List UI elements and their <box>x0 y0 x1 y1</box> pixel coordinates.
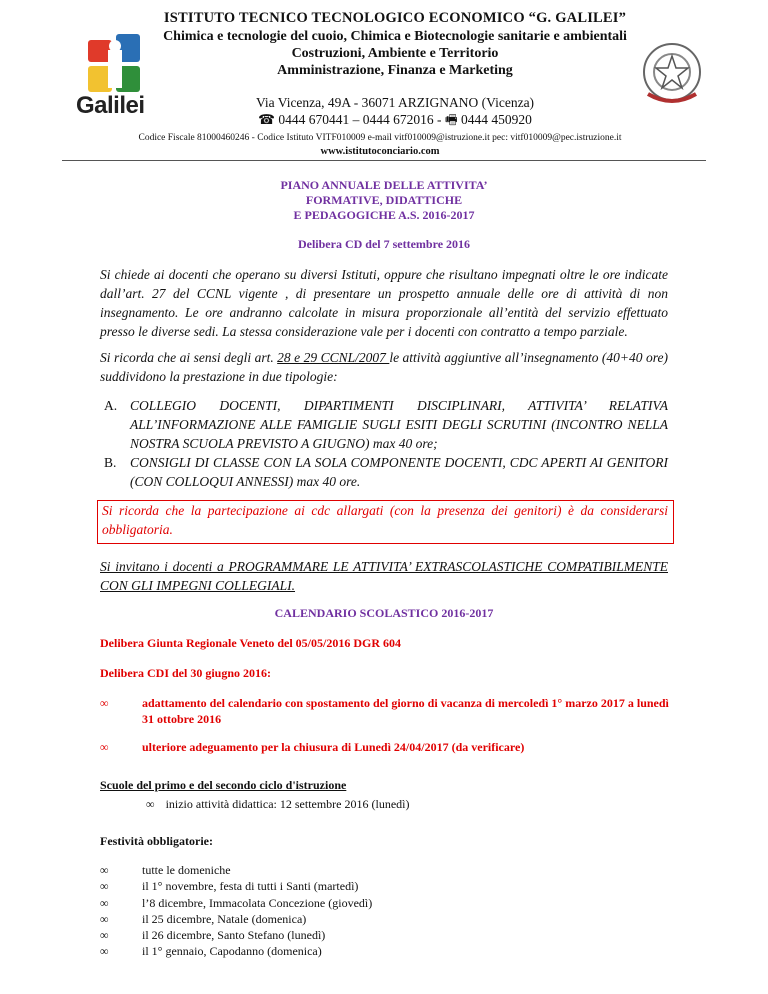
course-line: Costruzioni, Ambiente e Territorio <box>291 46 499 61</box>
holiday-text: il 26 dicembre, Santo Stefano (lunedì) <box>142 928 326 943</box>
delibera-regione: Delibera Giunta Regionale Veneto del 05/05/2016 DGR 604 <box>100 636 401 650</box>
website: www.istitutoconciario.com <box>320 146 440 157</box>
plan-title-line: FORMATIVE, DIDATTICHE <box>305 193 463 207</box>
delibera-cd: Delibera CD del 7 settembre 2016 <box>297 237 471 251</box>
infinity-bullet-icon: ∞ <box>100 863 109 877</box>
activity-list <box>104 396 668 491</box>
notice-text: Si ricorda che la partecipazione ai cdc allargati (con la presenza dei genitori) è da considerarsi obbligatoria. <box>102 503 668 537</box>
infinity-bullet-icon: ∞ <box>100 740 109 754</box>
list-text: COLLEGIO DOCENTI, DIPARTIMENTI DISCIPLINARI, ATTIVITA’ RELATIVA ALL’INFORMAZIONE ALLE FAMIGLIE SUGLI ESITI DEGLI SCRUTINI (INCONTRO NELLA NOSTRA SCUOLA PREVISTO A GIUGNO) max 40 ore; <box>130 398 668 451</box>
delibera-cdi: Delibera CDI del 30 giugno 2016: <box>100 666 271 680</box>
logo-text: Galilei <box>76 92 145 119</box>
plan-title-line: E PEDAGOGICHE A.S. 2016-2017 <box>293 208 475 222</box>
infinity-bullet-icon: ∞ <box>100 696 109 710</box>
list-letter: B. <box>104 455 117 470</box>
holiday-text: il 25 dicembre, Natale (domenica) <box>142 911 307 926</box>
holiday-text: l’8 dicembre, Immacolata Concezione (giovedì) <box>142 895 373 910</box>
plan-title-line: PIANO ANNUALE DELLE ATTIVITA’ <box>280 178 488 192</box>
list-item <box>100 911 372 927</box>
schools-item <box>100 797 410 812</box>
holiday-text: il 1° novembre, festa di tutti i Santi (martedì) <box>142 879 359 894</box>
holidays-title: Festività obbligatorie: <box>100 834 213 848</box>
republic-emblem <box>638 38 706 110</box>
infinity-bullet-icon: ∞ <box>100 911 109 926</box>
plan-title <box>62 178 706 223</box>
fiscal-info: Codice Fiscale 81000460246 - Codice Istituto VITF010009 e-mail vitf010009@istruzione.it pec: vitf010009@pec.istruzione.it <box>138 133 622 143</box>
header-divider <box>62 160 706 161</box>
list-item <box>104 396 668 453</box>
cdi-list <box>100 695 680 755</box>
list-item <box>100 895 372 911</box>
list-item <box>100 862 372 878</box>
paragraph-ccnl-after: le attività aggiuntive all’insegnamento (40+40 ore) suddividono la prestazione in due tipologie: <box>100 350 668 384</box>
school-name: ISTITUTO TECNICO TECNOLOGICO ECONOMICO “G. GALILEI” <box>163 10 627 26</box>
infinity-bullet-icon: ∞ <box>146 797 155 811</box>
list-item <box>100 878 372 894</box>
paragraph-programmare: Si invitano i docenti a PROGRAMMARE LE ATTIVITA’ EXTRASCOLASTICHE COMPATIBILMENTE CON GLI IMPEGNI COLLEGIALI. <box>100 559 668 593</box>
schools-title: Scuole del primo e del secondo ciclo d'istruzione <box>100 778 347 792</box>
calendar-title: CALENDARIO SCOLASTICO 2016-2017 <box>274 606 494 620</box>
infinity-bullet-icon: ∞ <box>100 944 109 959</box>
paragraph-docenti: Si chiede ai docenti che operano su diversi Istituti, oppure che risultano impegnati oltre le ore indicate dall’art. 27 del CCNL vigente , di presentare un prospetto annuale delle ore di attività di non insegnamento. Le ore andranno calcolate in misura proporzionale all’entità del servizio effettuato presso le diverse sedi. La stessa considerazione vale per i docenti con contratto a tempo parziale. <box>100 267 668 339</box>
holidays-list <box>100 862 372 960</box>
infinity-bullet-icon: ∞ <box>100 879 109 894</box>
paragraph-ccnl <box>100 348 668 386</box>
schools-item-text: inizio attività didattica: 12 settembre 2016 (lunedì) <box>165 797 410 811</box>
list-item <box>104 453 668 491</box>
cdi-item-text: adattamento del calendario con spostamento del giorno di vacanza di mercoledì 1° marzo 2017 a lunedì 31 ottobre 2016 <box>142 696 669 726</box>
list-item <box>100 695 680 727</box>
school-courses <box>160 28 630 79</box>
list-item <box>100 943 372 959</box>
holiday-text: il 1° gennaio, Capodanno (domenica) <box>142 944 322 959</box>
holiday-text: tutte le domeniche <box>142 863 231 877</box>
course-line: Amministrazione, Finanza e Marketing <box>277 63 513 78</box>
list-text: CONSIGLI DI CLASSE CON LA SOLA COMPONENTE DOCENTI, CDC APERTI AI GENITORI (CON COLLOQUI ANNESSI) max 40 ore. <box>130 455 668 489</box>
paragraph-ccnl-before: Si ricorda che ai sensi degli art. <box>100 350 278 365</box>
ccnl-reference: 28 e 29 CCNL/2007 <box>277 350 390 365</box>
school-address: Via Vicenza, 49A - 36071 ARZIGNANO (Vicenza) <box>255 95 535 110</box>
list-item <box>100 927 372 943</box>
course-line: Chimica e tecnologie del cuoio, Chimica e Biotecnologie sanitarie e ambientali <box>163 29 627 44</box>
infinity-bullet-icon: ∞ <box>100 928 109 943</box>
cdi-item-text: ulteriore adeguamento per la chiusura di Lunedì 24/04/2017 (da verificare) <box>142 740 525 754</box>
list-letter: A. <box>104 398 118 413</box>
list-item <box>100 739 680 755</box>
infinity-bullet-icon: ∞ <box>100 895 109 910</box>
school-phones: ☎ 0444 670441 – 0444 672016 - 🖷 0444 450920 <box>258 112 532 127</box>
